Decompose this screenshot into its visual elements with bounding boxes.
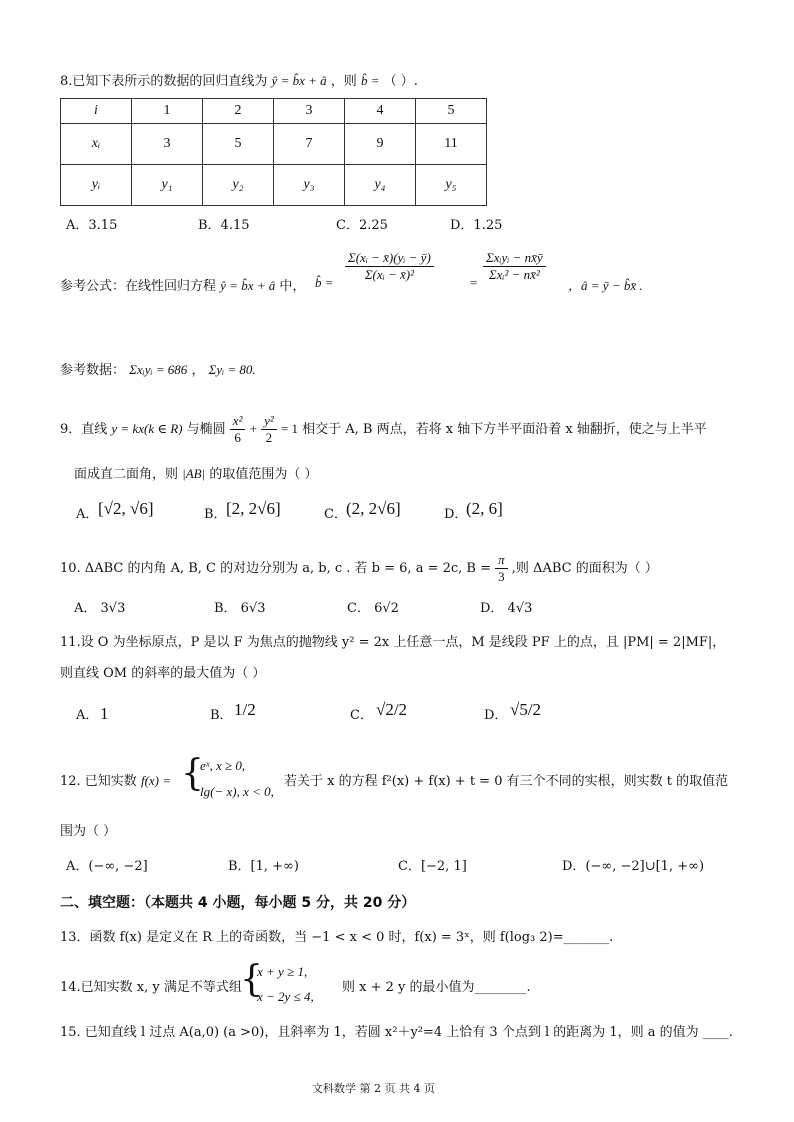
- refdata-item2: Σyᵢ = 80.: [208, 362, 256, 377]
- q8-ask: ，则: [330, 74, 357, 89]
- q11-option-a-label: A．: [76, 708, 99, 723]
- q11-option-a: 1: [100, 704, 109, 723]
- q11-option-d-label: D．: [484, 708, 508, 723]
- formula-label: [60, 275, 305, 294]
- section-title: 二、填空题：（本题共 4 小题，每小题 5 分，共 20 分）: [60, 895, 416, 911]
- q12-case2: lg(− x), x < 0,: [200, 784, 274, 799]
- table-cell: y₅: [416, 165, 487, 206]
- formula-den1: Σ(xᵢ − x̄)²: [364, 267, 414, 282]
- table-cell: 4: [345, 99, 416, 124]
- q12-lead-text: 12. 已知实数: [60, 774, 137, 789]
- q12-option-a: A．(−∞, −2]: [66, 859, 148, 874]
- formula-fraction-1: [345, 250, 434, 283]
- q12-fx: f(x) =: [140, 773, 172, 788]
- q9-option-b-label: B．: [204, 507, 227, 522]
- table-cell: 9: [345, 124, 416, 165]
- q8-option-c: C．2.25: [336, 218, 388, 233]
- table-cell: y₄: [345, 165, 416, 206]
- q14-brace: {: [240, 959, 263, 1000]
- q9-option-b: [2, 2√6]: [226, 499, 281, 518]
- formula-fraction-2: [483, 250, 546, 283]
- q15: 15. 已知直线 l 过点 A(a,0) (a >0)，且斜率为 1，若圆 x²＋y²=4 上恰有 3 个点到 l 的距离为 1，则 a 的值为 ____.: [60, 1025, 733, 1040]
- q14-tail: 则 x + 2 y 的最小值为________.: [342, 980, 531, 995]
- q10-option-d: D． 4√3: [480, 601, 533, 616]
- q9-option-d: (2, 6]: [466, 499, 503, 518]
- q10-option-b: B． 6√3: [214, 601, 266, 616]
- q12-option-c: C．[−2, 1]: [398, 859, 467, 874]
- q8-option-a: A．3.15: [66, 218, 118, 233]
- q13: 13．函数 f(x) 是定义在 R 上的奇函数，当 −1 < x < 0 时，f(x) = 3ˣ，则 f(log₃ 2)=_______.: [60, 930, 614, 945]
- formula-ahat: ，â = ȳ − b̂x̄ .: [568, 278, 643, 293]
- q9-line1a: 9．直线: [60, 422, 108, 437]
- q8-paren: （ ）.: [383, 74, 418, 89]
- q9-option-c: (2, 2√6]: [346, 499, 401, 518]
- q12-option-d: D．(−∞, −2]∪[1, +∞): [562, 859, 705, 874]
- q12-brace: {: [181, 753, 204, 794]
- formula-num1: Σ(xᵢ − x̄)(yᵢ − ȳ): [345, 250, 434, 267]
- table-row: [61, 165, 487, 206]
- q9-eq1: = 1: [280, 421, 298, 436]
- q11-option-b: 1/2: [234, 700, 256, 719]
- table-cell: yᵢ: [61, 165, 132, 206]
- table-cell: 3: [132, 124, 203, 165]
- formula-num2: Σxᵢyᵢ − nx̄ȳ: [483, 250, 546, 267]
- table-cell: xᵢ: [61, 124, 132, 165]
- q10-text: 10. ΔABC 的内角 A, B, C 的对边分别为 a, b, c . 若 b = 6, a = 2c, B =: [60, 561, 491, 576]
- q12-option-b: B．[1, +∞): [228, 859, 299, 874]
- formula-label-text: 参考公式：在线性回归方程: [60, 279, 217, 294]
- table-cell: 2: [203, 99, 274, 124]
- q11-option-c-label: C．: [350, 708, 373, 723]
- q9-line2-text: 面成直二面角，则: [74, 467, 179, 482]
- q11-option-b-label: B．: [210, 708, 233, 723]
- q9-line1: [60, 413, 707, 446]
- page-footer: 文科数学 第 2 页 共 4 页: [312, 1082, 435, 1095]
- formula-bhat-text: b̂ =: [315, 275, 334, 290]
- q9-line1b: 与椭圆: [186, 422, 226, 437]
- refdata-sep: ，: [191, 363, 205, 378]
- table-cell: y₃: [274, 165, 345, 206]
- table-cell: 11: [416, 124, 487, 165]
- q9-option-d-label: D．: [444, 507, 468, 522]
- q9-line2: [74, 463, 317, 482]
- q11-option-c: √2/2: [376, 700, 408, 719]
- q8-stem-text: 8.已知下表所示的数据的回归直线为: [60, 74, 268, 89]
- formula-zhong: 中，: [279, 279, 306, 294]
- table-row: [61, 124, 487, 165]
- q10-option-a: A． 3√3: [74, 601, 126, 616]
- table-cell: y₂: [203, 165, 274, 206]
- table-row: [61, 99, 487, 124]
- q9-six: 6: [234, 430, 241, 445]
- q12-line2: 围为（ ）: [60, 824, 117, 839]
- q9-y2: y²: [261, 413, 277, 430]
- q12-case1: eˣ, x ≥ 0,: [200, 758, 246, 773]
- refdata-item1: Σxᵢyᵢ = 686: [129, 362, 188, 377]
- q12-tail: 若关于 x 的方程 f²(x) + f(x) + t = 0 有三个不同的实根，则实数 t 的取值范: [284, 774, 729, 789]
- table-cell: 5: [416, 99, 487, 124]
- q10-option-c: C． 6√2: [347, 601, 399, 616]
- q9-option-a: [√2, √6]: [98, 499, 154, 518]
- q11-option-d: √5/2: [510, 700, 542, 719]
- q14-case2: x − 2y ≤ 4,: [257, 989, 314, 1004]
- formula-den2: Σxᵢ² − nx̄²: [488, 267, 540, 282]
- formula-bhat: [315, 275, 334, 291]
- q8-option-b: B．4.15: [198, 218, 250, 233]
- q9-two: 2: [265, 430, 273, 445]
- q9-plus: +: [249, 421, 257, 436]
- formula-eq: ŷ = b̂x + â: [220, 278, 276, 293]
- refdata: [60, 359, 256, 378]
- table-cell: 3: [274, 99, 345, 124]
- q11-line1: 11.设 O 为坐标原点，P 是以 F 为焦点的抛物线 y² = 2x 上任意一点，M 是线段 PF 上的点，且 |PM| = 2|MF|，: [60, 635, 726, 650]
- q14-case1: x + y ≥ 1,: [257, 964, 308, 979]
- q8-option-d: D．1.25: [450, 218, 503, 233]
- formula-equals: =: [470, 275, 478, 290]
- q8-bhat: b̂ =: [360, 73, 380, 88]
- q9-option-a-label: A．: [76, 507, 99, 522]
- q8-stem: [60, 70, 418, 89]
- q10-pi: π: [495, 552, 508, 569]
- q9-eqline: y = kx(k ∈ R): [111, 421, 183, 436]
- q9-ab: |AB|: [182, 466, 206, 481]
- q11-line2: 则直线 OM 的斜率的最大值为（ ）: [60, 666, 266, 681]
- refdata-label: 参考数据：: [60, 363, 126, 378]
- q9-line1c: 相交于 A, B 两点，若将 x 轴下方半平面沿着 x 轴翻折，使之与上半平: [302, 422, 707, 437]
- table-cell: 5: [203, 124, 274, 165]
- q10-tail: ,则 ΔABC 的面积为（ ）: [511, 561, 658, 576]
- table-cell: 7: [274, 124, 345, 165]
- q9-x2: x²: [230, 413, 246, 430]
- table-cell: 1: [132, 99, 203, 124]
- q14-lead: 14.已知实数 x, y 满足不等式组: [60, 980, 242, 995]
- table-cell: y₁: [132, 165, 203, 206]
- q10-three: 3: [498, 569, 505, 584]
- q10-line: [60, 552, 658, 585]
- q9-line2b: 的取值范围为（ ）: [209, 467, 318, 482]
- q8-regression-eq: ŷ = b̂x + â: [271, 73, 327, 88]
- q12-lead: [60, 770, 171, 789]
- q8-data-table: [60, 98, 487, 206]
- q9-option-c-label: C．: [324, 507, 347, 522]
- table-cell: i: [61, 99, 132, 124]
